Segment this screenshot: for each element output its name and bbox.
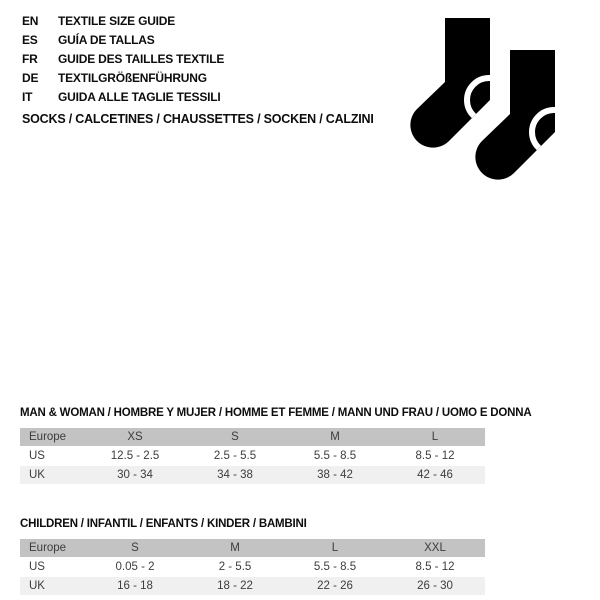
size-value: 26 - 30	[385, 577, 485, 595]
language-row-en	[22, 11, 224, 30]
table-title: MAN & WOMAN / HOMBRE Y MUJER / HOMME ET FEMME / MANN UND FRAU / UOMO E DONNA	[20, 407, 532, 419]
size-value: 34 - 38	[185, 466, 285, 484]
sock-right	[475, 50, 575, 180]
size-value: 8.5 - 12	[415, 450, 455, 462]
size-value: 18 - 22	[185, 577, 285, 595]
language-title: TEXTILGRÖßENFÜHRUNG	[58, 70, 207, 85]
size-value: 2 - 5.5	[218, 561, 252, 573]
size-value: 5.5 - 8.5	[313, 561, 357, 573]
language-row-it	[22, 87, 224, 106]
socks-icon	[405, 10, 575, 200]
size-table-man-woman	[20, 407, 532, 485]
language-code: DE	[22, 70, 39, 85]
column-header-size: S	[185, 428, 285, 446]
language-row-es	[22, 30, 224, 49]
size-value: 16 - 18	[85, 577, 185, 595]
region-label: US	[29, 450, 45, 462]
column-header-size: M	[285, 428, 385, 446]
column-header-size: XXL	[385, 539, 485, 557]
size-value: 22 - 26	[285, 577, 385, 595]
region-label: US	[29, 561, 45, 573]
column-header-size: L	[385, 428, 485, 446]
language-title: GUÍA DE TALLAS	[58, 32, 155, 47]
table-row-uk	[20, 577, 485, 595]
table-row-us	[20, 447, 485, 465]
column-header-size: M	[185, 539, 285, 557]
size-value: 0.05 - 2	[115, 561, 155, 573]
column-header-size: XS	[85, 428, 185, 446]
size-value: 2.5 - 5.5	[213, 450, 257, 462]
table-row-uk	[20, 466, 485, 484]
column-header-size: S	[85, 539, 185, 557]
size-value: 38 - 42	[285, 466, 385, 484]
language-code: IT	[22, 89, 33, 104]
language-code: FR	[22, 51, 38, 66]
language-list	[22, 11, 224, 106]
size-value: 30 - 34	[85, 466, 185, 484]
table-header-row	[20, 428, 485, 446]
region-label: UK	[20, 466, 85, 484]
table-header-row	[20, 539, 485, 557]
language-row-de	[22, 68, 224, 87]
children-size-table	[20, 538, 485, 596]
language-title: GUIDE DES TAILLES TEXTILE	[58, 51, 225, 66]
column-header-europe: Europe	[20, 539, 85, 557]
size-value: 12.5 - 2.5	[110, 450, 160, 462]
column-header-size: L	[285, 539, 385, 557]
language-code: EN	[22, 13, 39, 28]
language-code: ES	[22, 32, 38, 47]
size-table-children	[20, 518, 485, 596]
language-title: TEXTILE SIZE GUIDE	[58, 13, 176, 28]
table-row-us	[20, 558, 485, 576]
region-label: UK	[20, 577, 85, 595]
size-value: 42 - 46	[385, 466, 485, 484]
product-category-line: SOCKS / CALCETINES / CHAUSSETTES / SOCKEN / CALZINI	[22, 112, 374, 126]
column-header-europe: Europe	[20, 428, 85, 446]
table-title: CHILDREN / INFANTIL / ENFANTS / KINDER / BAMBINI	[20, 518, 307, 530]
size-value: 8.5 - 12	[415, 561, 455, 573]
man-woman-size-table	[20, 427, 485, 485]
size-value: 5.5 - 8.5	[313, 450, 357, 462]
language-title: GUIDA ALLE TAGLIE TESSILI	[58, 89, 221, 104]
language-row-fr	[22, 49, 224, 68]
